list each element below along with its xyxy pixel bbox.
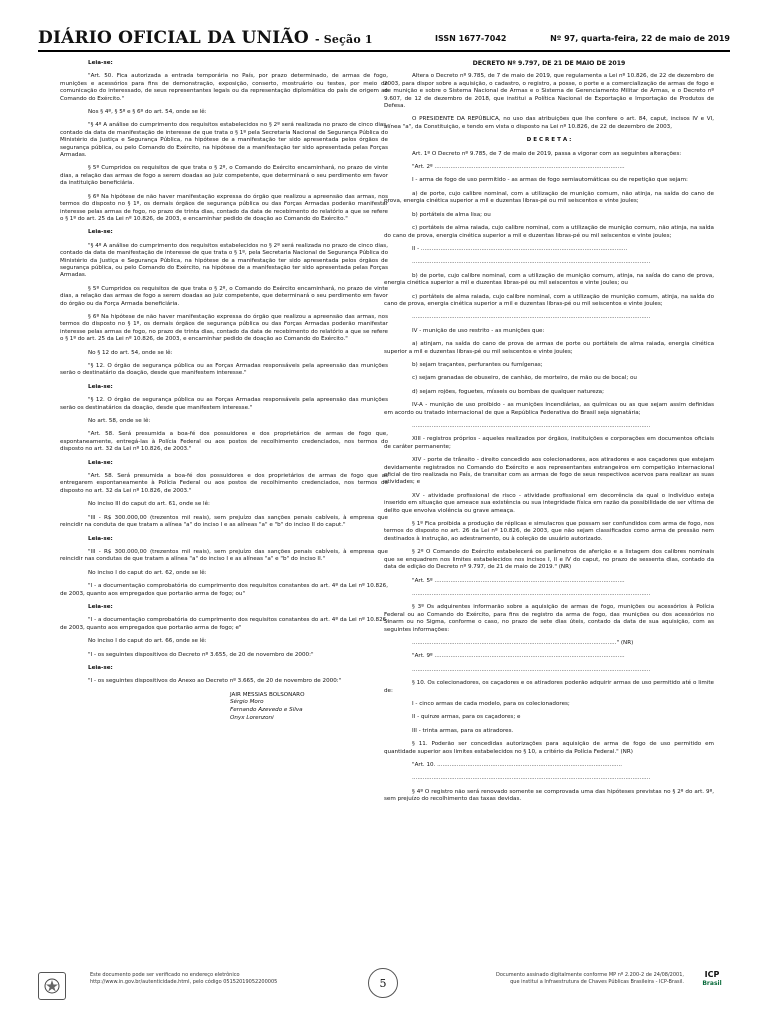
left-paragraph: "I - os seguintes dispositivos do Decreto nº 3.655, de 20 de novembro de 2000:" <box>88 651 314 658</box>
right-paragraph: II - .................................................................................................................... <box>412 245 628 252</box>
left-paragraph: Leia-se: <box>88 603 113 610</box>
right-paragraph: § 1º Fica proibida a produção de réplicas e simulacros que possam ser confundidos com arma de fogo, nos termos do disposto no art. 26 da Lei nº 10.826, de 2003, que não sejam classificados como arma de pressão nem destinados à instrução, ao adestramento, ou à coleção de usuário autorizado. <box>384 521 714 542</box>
right-paragraph: ...................................................................................................................................... <box>412 314 651 321</box>
right-paragraph: c) portáteis de alma raiada, cujo calibre nominal, com a utilização de munição comum, atinja, na saída do cano de prova, energia cinética superior a mil e duzentas libras-pé ou mil seiscentos e vinte joules; <box>384 293 714 307</box>
left-paragraphs <box>60 60 388 686</box>
right-paragraph: ..................................................................................................................." (NR) <box>412 639 634 646</box>
right-paragraph: ...................................................................................................................................... <box>412 590 651 597</box>
right-paragraph: II - quinze armas, para os caçadores; e <box>412 714 521 721</box>
left-paragraph: § 5º Cumpridos os requisitos de que trata o § 2º, o Comando do Exército encaminhará, no prazo de vinte dias, a relação das armas de fogo a serem doadas ao juiz competente, que determinará o seu perdimento em favor do órgão ou da Força Armada beneficiária. <box>60 285 388 307</box>
edition-date: Nº 97, quarta-feira, 22 de maio de 2019 <box>550 34 730 43</box>
right-paragraph: b) sejam traçantes, perfurantes ou fumígenas; <box>412 361 543 368</box>
left-paragraph: No art. 58, onde se lê: <box>88 418 151 425</box>
left-column <box>60 60 388 722</box>
left-paragraph: "§ 4º A análise do cumprimento dos requisitos estabelecidos no § 2º será realizada no prazo de cinco dias, contado da data de manifestação de interesse de que trata o § 1º pela Secretaria Nacional de Segurança Pública do Ministério da Justiça e Segurança Pública, na hipótese de a manifestação ter sido apresentada pelos órgãos de segurança pública, ou pelo Comando do Exército, na hipótese de a manifestação ter sido apresentada pelas Forças Armadas. <box>60 122 388 159</box>
right-paragraph: b) de porte, cujo calibre nominal, com a utilização de munição comum, atinja, na saída do cano de prova, energia cinética superior a mil e duzentas libras-pé ou mil seiscentos e vinte joules; ou <box>384 272 714 287</box>
page-footer <box>38 968 730 998</box>
right-paragraph: § 11. Poderão ser concedidas autorizações para aquisição de arma de fogo de uso permitido em quantidade superior aos limites estabelecidos no § 10, a critério da Polícia Federal." (NR) <box>384 741 714 755</box>
decree-title: DECRETO Nº 9.797, DE 21 DE MAIO DE 2019 <box>472 60 626 67</box>
right-paragraph: c) sejam granadas de obuseiro, de canhão, de morteiro, de mão ou de bocal; ou <box>412 375 637 382</box>
right-paragraph: D E C R E T A : <box>526 137 572 144</box>
left-paragraph: § 5º Cumpridos os requisitos de que trata o § 2º, o Comando do Exército encaminhará, no prazo de vinte dias, a relação das armas de fogo a serem doadas ao juiz competente, que determinará o seu perdimento em favor da instituição beneficiária. <box>60 165 388 187</box>
signatory-name: Sérgio Moro <box>230 699 264 706</box>
left-paragraph: § 6º Na hipótese de não haver manifestação expressa do órgão que realizou a apreensão das armas, nos termos do disposto no § 1º, os demais órgãos de segurança pública ou das Forças Armadas poderão manifestar interesse pelas armas de fogo, no prazo de trinta dias, contado da data de recebimento do relatório a que se refere o § 1º do art. 25 da Lei nº 10.826, de 2003, e encaminhar pedido de doação ao Comando do Exército." <box>60 193 388 222</box>
right-paragraph: a) atinjam, na saída do cano de prova de armas de porte ou portáteis de alma raiada, energia cinética superior a mil e duzentas libras-pé ou mil seiscentos e vinte joules; <box>384 341 714 355</box>
left-paragraph: "III - R$ 300.000,00 (trezentos mil reais), sem prejuízo das sanções penais cabíveis, à empresa que reincidir nas condutas de que tratam a alínea "a" do inciso I e as alíneas "a" e "b" do inciso II." <box>60 548 388 563</box>
right-paragraph: § 10. Os colecionadores, os caçadores e os atiradores poderão adquirir armas de uso permitido até o limite de: <box>384 680 714 694</box>
left-paragraph: No inciso III do caput do art. 61, onde se lê: <box>88 501 210 508</box>
left-paragraph: "Art. 50. Fica autorizada a entrada temporária no País, por prazo determinado, de armas de fogo, munições e acessórios para fins de demonstração, exposição, conserto, mostruário ou testes, por meio de comunicação do interessado, de seus representantes legais ou da representação diplomática do país de origem ao Comando do Exército." <box>60 73 388 102</box>
icp-brasil-logo: ICP Brasil <box>702 970 722 987</box>
right-paragraph: Art. 1º O Decreto nº 9.785, de 7 de maio de 2019, passa a vigorar com as seguintes alterações: <box>412 150 682 157</box>
right-paragraph: § 2º O Comando do Exército estabelecerá os parâmetros de aferição e a listagem dos calibres nominais que se enquadrem nos limites estabelecidos nos incisos I, II e IV do caput, no prazo de sessenta dias, contado da data de edição do Decreto nº 9.797, de 21 de maio de 2019." (NR) <box>384 549 714 571</box>
right-paragraph: "Art. 2º ........................................................................................................... <box>412 164 625 171</box>
right-paragraph: b) portáteis de alma lisa; ou <box>412 211 491 218</box>
signatory-name: Onyx Lorenzoni <box>230 714 274 721</box>
right-paragraph: XIII - registros próprios - aqueles realizados por órgãos, instituições e corporações em documentos oficiais de caráter permanente; <box>384 436 714 450</box>
right-paragraph: ...................................................................................................................................... <box>412 666 651 673</box>
signatory-name: Fernando Azevedo e Silva <box>230 706 303 713</box>
right-paragraph: ...................................................................................................................................... <box>412 775 651 782</box>
left-paragraph: "I - a documentação comprobatória do cumprimento dos requisitos constantes do art. 4º da Lei nº 10.826, de 2003, quanto aos empregados que portarão arma de fogo; e" <box>60 617 388 631</box>
page-number: 5 <box>368 968 398 998</box>
journal-title: DIÁRIO OFICIAL DA UNIÃO - Seção 1 <box>38 28 373 48</box>
left-paragraph: No § 12 do art. 54, onde se lê: <box>88 349 173 356</box>
signature-note: Documento assinado digitalmente conforme MP nº 2.200-2 de 24/08/2001, que institui a Infraestrutura de Chaves Públicas Brasileira - ICP-Brasil. <box>495 972 684 985</box>
left-paragraph: Leia-se: <box>88 229 113 236</box>
right-column <box>384 60 714 810</box>
right-paragraph: d) sejam rojões, foguetes, mísseis ou bombas de qualquer natureza; <box>412 388 604 395</box>
right-paragraphs <box>384 116 714 803</box>
right-paragraph: I - cinco armas de cada modelo, para os colecionadores; <box>412 700 570 707</box>
signatory-name: JAIR MESSIAS BOLSONARO <box>230 691 305 698</box>
right-paragraph: IV - munição de uso restrito - as munições que: <box>412 327 545 334</box>
left-paragraph: Leia-se: <box>88 664 113 671</box>
left-paragraph: § 6º Na hipótese de não haver manifestação expressa do órgão que realizou a apreensão das armas, nos termos do disposto no § 1º, os demais órgãos de segurança pública ou das Forças Armadas poderão manifestar interesse pelas armas de fogo, no prazo de trinta dias, contado da data de recebimento do relatório a que se refere o § 1º do art. 25 da Lei nº 10.826, de 2003, e encaminhar pedido de doação ao Comando do Exército." <box>60 313 388 343</box>
right-paragraph: XIV - porte de trânsito - direito concedido aos colecionadores, aos atiradores e aos caçadores que estejam devidamente registrados no Comando do Exército e aos representantes estrangeiros em competição internacional oficial de tiro realizada no País, de transitar com as armas de fogo de seus respectivos acervos para realizar as suas atividades; e <box>384 457 714 486</box>
right-paragraph: III - trinta armas, para os atiradores. <box>412 727 514 734</box>
coat-of-arms-icon <box>38 972 66 1000</box>
left-paragraph: "I - os seguintes dispositivos do Anexo ao Decreto nº 3.665, de 20 de novembro de 2000:" <box>88 678 342 685</box>
signature-block <box>230 692 388 722</box>
left-paragraph: Leia-se: <box>88 383 113 390</box>
left-paragraph: "§ 12. O órgão de segurança pública ou as Forças Armadas responsáveis pela apreensão das munições serão os destinatários da doação, desde que manifestem interesse." <box>60 397 388 411</box>
right-paragraph: § 4º O registro não será renovado somente se comprovada uma das hipóteses previstas no § 2º do art. 9º, sem prejuízo do recolhimento das taxas devidas. <box>384 788 714 803</box>
left-paragraph: "Art. 58. Será presumida a boa-fé dos possuidores e dos proprietários de armas de fogo que, espontaneamente, entregá-las à Polícia Federal ou aos postos de recolhimento credenciados, nos termos do disposto no art. 32 da Lei nº 10.826, de 2003." <box>60 431 388 453</box>
right-paragraph: "Art. 9º ........................................................................................................... <box>412 653 625 660</box>
right-paragraph: ...................................................................................................................................... <box>412 259 651 266</box>
left-paragraph: "§ 4º A análise do cumprimento dos requisitos estabelecidos no § 2º será realizada no prazo de cinco dias, contado da data de manifestação de interesse de que trata o § 1º, pela Secretaria Nacional de Segurança Pública do Ministério da Justiça e Segurança Pública, na hipótese de a manifestação ter sido apresentada pelos órgãos de segurança pública, ou pelo Comando do Exército, na hipótese de a manifestação ter sido apresentada pelas Forças Armadas. <box>60 242 388 279</box>
decree-ementa: Altera o Decreto nº 9.785, de 7 de maio de 2019, que regulamenta a Lei nº 10.826, de 22 de dezembro de 2003, para dispor sobre a aquisição, o cadastro, o registro, a posse, o porte e a comercialização de armas de fogo e de munição e sobre o Sistema Nacional de Armas e o Sistema de Gerenciamento Militar de Armas, e o Decreto nº 9.607, de 12 de dezembro de 2018, que institui a Política Nacional de Exportação e Importação de Produtos de Defesa. <box>384 73 714 110</box>
verification-note: Este documento pode ser verificado no endereço eletrônico http://www.in.gov.br/autenticidade.html, pelo código 05152019052200005 <box>90 972 278 985</box>
left-paragraph: "Art. 58. Será presumida a boa-fé dos possuidores e dos proprietários de armas de fogo que as entregarem espontaneamente à Polícia Federal ou aos postos de recolhimento credenciados, nos termos do disposto no art. 32 da Lei nº 10.826, de 2003." <box>60 473 388 494</box>
left-paragraph: Leia-se: <box>88 60 113 66</box>
right-paragraph: ...................................................................................................................................... <box>412 423 651 429</box>
left-paragraph: Leia-se: <box>88 535 113 542</box>
right-paragraph: O PRESIDENTE DA REPÚBLICA, no uso das atribuições que lhe confere o art. 84, caput, incisos IV e VI, alínea "a", da Constituição, e tendo em vista o disposto na Lei nº 10.826, de 22 de dezembro de 2003, <box>384 116 714 130</box>
left-paragraph: Nos § 4º, § 5º e § 6º do art. 54, onde se lê: <box>88 109 207 116</box>
right-paragraph: § 3º Os adquirentes informarão sobre a aquisição de armas de fogo, munições ou acessórios à Polícia Federal ou ao Comando do Exército, para fins de registro da arma de fogo, das munições ou dos acessórios no Sinarm ou no Sigma, conforme o caso, no prazo de sete dias úteis, contado da data de sua aquisição, com as seguintes informações: <box>384 604 714 633</box>
left-paragraph: Leia-se: <box>88 459 113 466</box>
right-paragraph: "Art. 5º ........................................................................................................... <box>412 577 625 584</box>
right-paragraph: "Art. 10. ........................................................................................................ <box>412 762 623 768</box>
issn: ISSN 1677-7042 <box>435 34 507 43</box>
left-paragraph: "I - a documentação comprobatória do cumprimento dos requisitos constantes do art. 4º da Lei nº 10.826, de 2003, quanto aos empregados que portarão arma de fogo; ou" <box>60 583 388 597</box>
right-paragraph: c) portáteis de alma raiada, cujo calibre nominal, com a utilização de munição comum, não atinja, na saída do cano de prova, energia cinética superior a mil e duzentas libras-pé ou mil seiscentos e vinte joules; <box>384 225 714 239</box>
left-paragraph: "III - R$ 300.000,00 (trezentos mil reais), sem prejuízo das sanções penais cabíveis, à empresa que reincidir na conduta de que tratam a alínea "a" do inciso I e as alíneas "a" e "b" do inciso II do caput." <box>60 514 388 529</box>
left-paragraph: No inciso I do caput do art. 66, onde se lê: <box>88 638 207 645</box>
left-paragraph: No inciso I do caput do art. 62, onde se lê: <box>88 569 207 576</box>
section-label: - Seção 1 <box>314 33 373 46</box>
page-header <box>38 28 730 52</box>
right-paragraph: I - arma de fogo de uso permitido - as armas de fogo semiautomáticas ou de repetição que sejam: <box>412 177 688 184</box>
left-paragraph: "§ 12. O órgão de segurança pública ou as Forças Armadas responsáveis pela apreensão das munições serão o destinatário da doação, desde que manifestem interesse." <box>60 363 388 377</box>
right-paragraph: IV-A - munição de uso proibido - as munições incendiárias, as químicas ou as que sejam assim definidas em acordo ou tratado internacional de que a República Federativa do Brasil seja signatária; <box>384 402 714 416</box>
right-paragraph: XV - atividade profissional de risco - atividade profissional em decorrência da qual o indivíduo esteja inserido em situação que ameace sua existência ou sua integridade física em razão da possibilidade de ser vítima de delito que envolva violência ou grave ameaça. <box>384 492 714 514</box>
right-paragraph: a) de porte, cujo calibre nominal, com a utilização de munição comum, não atinja, na saída do cano de prova, energia cinética superior a mil e duzentas libras-pé ou mil seiscentos e vinte joules; <box>384 190 714 205</box>
